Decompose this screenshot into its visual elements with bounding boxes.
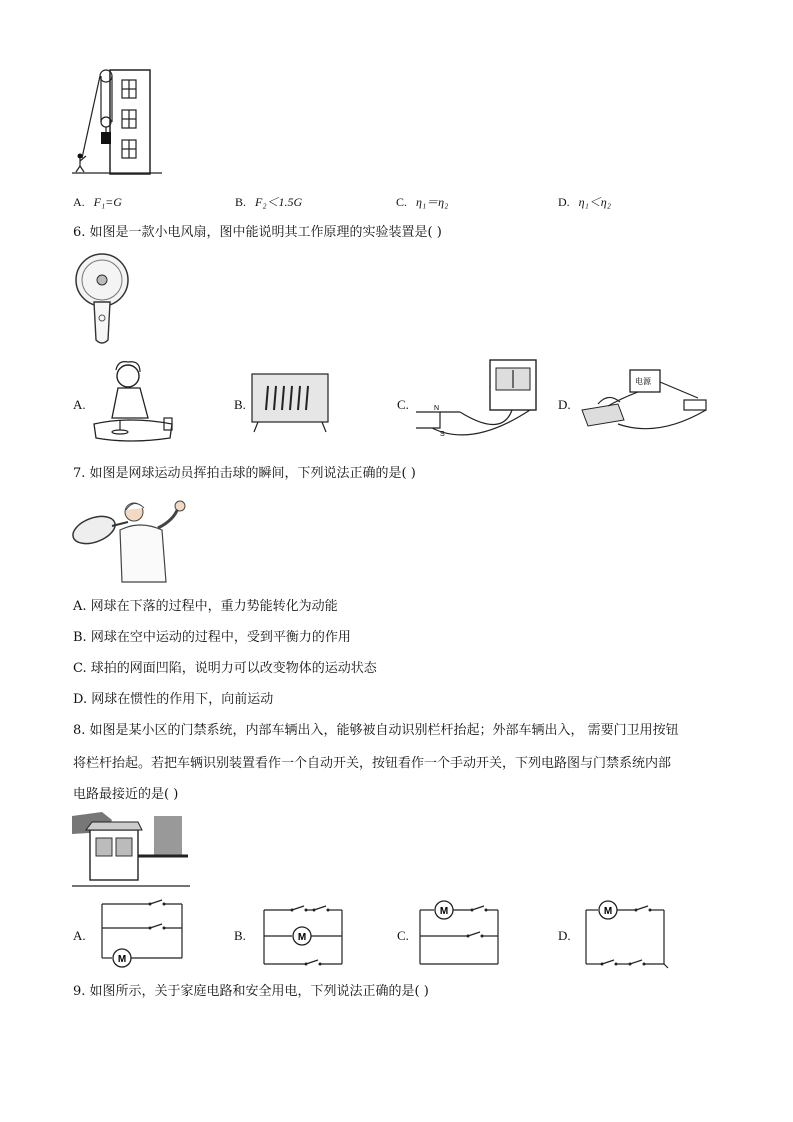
q6-option-b[interactable]: B. <box>234 397 246 412</box>
q6-stem: 6. 如图是一款小电风扇，图中能说明其工作原理的实验装置是( ) <box>73 225 442 240</box>
q7-option-d[interactable]: D. 网球在惯性的作用下，向前运动 <box>73 692 274 707</box>
q5-option-b[interactable] <box>235 194 302 210</box>
q6-option-d[interactable]: D. <box>558 397 571 412</box>
q5-option-d[interactable] <box>558 194 611 210</box>
q5-option-c[interactable] <box>396 194 448 210</box>
option-expr: F₂＜1.5G <box>255 195 303 209</box>
scientist-experiment-figure <box>90 358 180 446</box>
pulley-building-figure <box>72 66 162 176</box>
option-letter: B. <box>235 195 247 209</box>
gate-booth-figure <box>72 812 190 888</box>
q8-stem-line-1: 8. 如图是某小区的门禁系统，内部车辆出入，能够被自动识别栏杆抬起；外部车辆出入， 需要门卫用按钮 <box>73 723 679 738</box>
iron-filings-figure <box>250 372 330 434</box>
motor-label: M <box>603 906 613 917</box>
q8-option-b[interactable]: B. <box>234 928 246 943</box>
circuit-a-figure <box>100 900 184 964</box>
q8-option-a[interactable]: A. <box>73 928 86 943</box>
circuit-b-figure <box>262 906 344 966</box>
option-letter: C. <box>396 195 408 209</box>
circuit-c-figure <box>418 900 500 966</box>
q7-stem: 7. 如图是网球运动员挥拍击球的瞬间，下列说法正确的是( ) <box>73 466 416 481</box>
q7-option-a[interactable]: A. 网球在下落的过程中，重力势能转化为动能 <box>73 599 338 614</box>
q8-option-c[interactable]: C. <box>397 928 409 943</box>
generator-galvanometer-figure <box>412 358 542 438</box>
motor-label: M <box>117 954 127 965</box>
q6-option-a[interactable]: A. <box>73 397 86 412</box>
q5-option-a[interactable] <box>73 194 122 210</box>
motor-label: M <box>297 932 307 943</box>
option-letter: D. <box>558 195 570 209</box>
q7-option-b[interactable]: B. 网球在空中运动的过程中，受到平衡力的作用 <box>73 630 351 645</box>
motor-label: M <box>439 906 449 917</box>
battery-label: 电源 <box>635 377 651 386</box>
q6-option-c[interactable]: C. <box>397 397 409 412</box>
option-expr: η₁＜η₂ <box>578 195 611 209</box>
q8-stem-line-2: 将栏杆抬起。若把车辆识别装置看作一个自动开关，按钮看作一个手动开关，下列电路图与门禁系统内部 <box>73 756 672 771</box>
q8-option-d[interactable]: D. <box>558 928 571 943</box>
q8-stem-line-3: 电路最接近的是( ) <box>73 787 179 802</box>
magnet-s-label: S <box>440 431 445 438</box>
magnet-n-label: N <box>434 405 440 412</box>
motor-circuit-figure <box>578 364 718 436</box>
circuit-d-figure <box>584 900 668 968</box>
option-expr: F₁=G <box>93 195 122 209</box>
option-expr: η₁＝η₂ <box>416 195 449 209</box>
tennis-player-figure <box>70 496 188 584</box>
option-letter: A. <box>73 195 85 209</box>
handheld-fan-figure <box>72 252 132 348</box>
q7-option-c[interactable]: C. 球拍的网面凹陷，说明力可以改变物体的运动状态 <box>73 661 377 676</box>
q9-stem: 9. 如图所示，关于家庭电路和安全用电，下列说法正确的是( ) <box>73 984 429 999</box>
